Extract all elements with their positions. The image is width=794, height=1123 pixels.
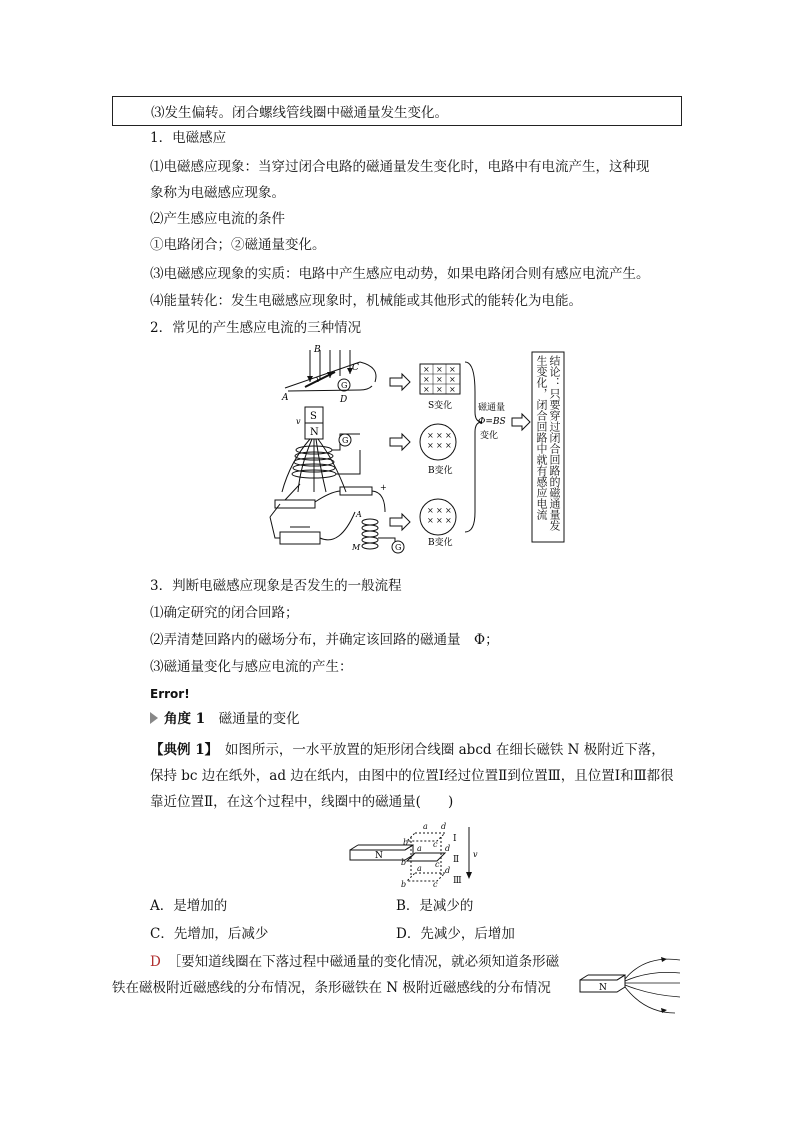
svg-text:×: × bbox=[436, 431, 443, 440]
angle-1-label: 角度 1 bbox=[164, 711, 206, 727]
sec1-paragraph-2b: ①电路闭合；②磁通量变化。 bbox=[150, 237, 326, 253]
magnet-N-label: N bbox=[310, 427, 319, 438]
label-C: C bbox=[352, 363, 359, 373]
section-1-title: 1．电磁感应 bbox=[150, 130, 227, 146]
magnet-coil-diagram bbox=[282, 407, 360, 492]
induction-cases-figure bbox=[260, 342, 570, 557]
sec1-paragraph-1a: ⑴电磁感应现象：当穿过闭合电路的磁通量发生变化时，电路中有电流产生，这种现 bbox=[150, 159, 650, 175]
battery-plus-label: + bbox=[380, 483, 387, 492]
sec3-paragraph-3: ⑶磁通量变化与感应电流的产生： bbox=[150, 659, 353, 675]
section-2-title: 2．常见的产生感应电流的三种情况 bbox=[150, 320, 362, 336]
flux-label-1: 磁通量 bbox=[478, 403, 506, 413]
conclusion-text-col-1: 结论：只要穿过闭合回路的磁通量发 bbox=[548, 355, 561, 531]
arrow-conclusion bbox=[512, 414, 530, 430]
svg-text:×: × bbox=[449, 375, 456, 384]
option-c: C．先增加，后减少 bbox=[150, 926, 269, 942]
svg-text:×: × bbox=[423, 385, 430, 394]
coil-d-top: d bbox=[441, 822, 447, 831]
magnet-N-label-2: N bbox=[375, 851, 383, 861]
conclusion-text-col-2: 生变化，闭合回路中就有感应电流 bbox=[535, 355, 548, 520]
label-A2: A bbox=[356, 510, 362, 519]
magnet-S-label: S bbox=[310, 411, 317, 422]
angle-1-title: 磁通量的变化 bbox=[218, 711, 300, 727]
angle-1-heading bbox=[150, 709, 300, 729]
coil-c-top: c bbox=[433, 840, 438, 849]
coil-a-mid: a bbox=[417, 844, 422, 853]
label-v2: v bbox=[296, 417, 301, 426]
sliding-rod-diagram bbox=[281, 345, 376, 405]
coil-d-bottom: d bbox=[445, 866, 451, 875]
answer-line-2: 铁在磁极附近磁感线的分布情况，条形磁铁在 N 极附近磁感线的分布情况 bbox=[112, 980, 551, 996]
svg-text:×: × bbox=[427, 441, 434, 450]
magnet-field-lines-figure bbox=[575, 955, 685, 1015]
sec1-paragraph-1b: 象称为电磁感应现象。 bbox=[150, 185, 285, 201]
option-a: A．是增加的 bbox=[150, 898, 228, 914]
sec1-paragraph-3: ⑶电磁感应现象的实质：电路中产生感应电动势，如果电路闭合则有感应电流产生。 bbox=[150, 266, 650, 282]
sec3-paragraph-1: ⑴确定研究的闭合回路； bbox=[150, 605, 299, 621]
magnet-N-label-3: N bbox=[599, 983, 607, 993]
svg-text:×: × bbox=[436, 516, 443, 525]
svg-text:×: × bbox=[436, 441, 443, 450]
s-change-grid bbox=[420, 364, 460, 394]
sec3-paragraph-2: ⑵弄清楚回路内的磁场分布，并确定该回路的磁通量 Φ； bbox=[150, 632, 499, 648]
example-1-line-3: 靠近位置Ⅱ，在这个过程中，线圈中的磁通量( ) bbox=[150, 794, 454, 810]
boxed-note bbox=[112, 96, 682, 126]
coil-c-bottom: c bbox=[433, 880, 438, 889]
galvanometer-label-2: G bbox=[342, 436, 349, 445]
rheostat-circuit-diagram bbox=[270, 484, 395, 549]
option-d: D．先减少，后增加 bbox=[396, 926, 515, 942]
svg-text:×: × bbox=[445, 441, 452, 450]
b-change-label-2: B变化 bbox=[428, 538, 453, 548]
svg-text:×: × bbox=[436, 365, 443, 374]
error-text: Error! bbox=[150, 687, 190, 701]
b-change-circle-1 bbox=[420, 424, 456, 460]
option-b: B．是减少的 bbox=[396, 898, 474, 914]
position-II-label: Ⅱ bbox=[453, 855, 460, 865]
section-3-title: 3．判断电磁感应现象是否发生的一般流程 bbox=[150, 578, 402, 594]
triangle-marker-icon bbox=[150, 712, 158, 724]
s-change-label: S变化 bbox=[428, 401, 453, 411]
b-change-circle-2 bbox=[420, 499, 456, 535]
svg-text:×: × bbox=[436, 375, 443, 384]
svg-text:×: × bbox=[427, 516, 434, 525]
flux-label-3: 变化 bbox=[480, 431, 499, 441]
svg-text:×: × bbox=[445, 506, 452, 515]
svg-text:×: × bbox=[436, 506, 443, 515]
boxed-note-text: ⑶发生偏转。闭合螺线管线圈中磁通量发生变化。 bbox=[151, 105, 448, 121]
galvanometer-label-1: G bbox=[341, 381, 348, 390]
coil-b-bottom: b bbox=[401, 880, 407, 889]
coil-b-top: b bbox=[403, 838, 409, 847]
svg-text:×: × bbox=[436, 385, 443, 394]
label-A: A bbox=[282, 393, 289, 403]
position-III-label: Ⅲ bbox=[453, 876, 462, 886]
flux-label-2: Φ=BS bbox=[478, 417, 506, 427]
svg-text:×: × bbox=[423, 375, 430, 384]
svg-text:×: × bbox=[445, 431, 452, 440]
label-D: D bbox=[340, 395, 348, 405]
example-1-text-1: 如图所示，一水平放置的矩形闭合线圈 abcd 在细长磁铁 N 极附近下落， bbox=[224, 742, 665, 758]
coil-d-mid: d bbox=[445, 844, 451, 853]
svg-text:×: × bbox=[423, 365, 430, 374]
label-B: B bbox=[314, 345, 321, 355]
position-I-label: Ⅰ bbox=[453, 834, 457, 844]
arrow-case-1 bbox=[390, 374, 410, 390]
example-1-line-1 bbox=[150, 740, 665, 760]
svg-text:×: × bbox=[427, 506, 434, 515]
coil-a-top: a bbox=[423, 822, 428, 831]
coil-b-mid: b bbox=[401, 858, 407, 867]
answer-letter: D bbox=[150, 954, 161, 970]
label-v1: v bbox=[316, 375, 321, 384]
velocity-label: v bbox=[473, 850, 478, 859]
coil-c-mid: c bbox=[435, 860, 440, 869]
arrow-case-3 bbox=[390, 514, 410, 530]
label-M: M bbox=[352, 543, 361, 552]
example-1-tag: 【典例 1】 bbox=[150, 742, 212, 758]
arrow-case-2 bbox=[390, 434, 410, 450]
brace bbox=[465, 362, 482, 532]
svg-text:×: × bbox=[449, 365, 456, 374]
coil-a-bottom: a bbox=[417, 864, 422, 873]
sec1-paragraph-2: ⑵产生感应电流的条件 bbox=[150, 211, 285, 227]
galvanometer-label-3: G bbox=[395, 543, 402, 552]
b-change-label-1: B变化 bbox=[428, 466, 453, 476]
answer-text-1: ［要知道线圈在下落过程中磁通量的变化情况，就必须知道条形磁 bbox=[174, 954, 560, 970]
sec1-paragraph-4: ⑷能量转化：发生电磁感应现象时，机械能或其他形式的能转化为电能。 bbox=[150, 293, 582, 309]
example-1-line-2: 保持 bc 边在纸外，ad 边在纸内，由图中的位置Ⅰ经过位置Ⅱ到位置Ⅲ，且位置Ⅰ和Ⅲ都很 bbox=[150, 768, 674, 784]
answer-line-1 bbox=[150, 952, 559, 972]
svg-text:×: × bbox=[449, 385, 456, 394]
falling-coil-figure bbox=[345, 815, 495, 890]
svg-text:×: × bbox=[427, 431, 434, 440]
svg-text:×: × bbox=[445, 516, 452, 525]
